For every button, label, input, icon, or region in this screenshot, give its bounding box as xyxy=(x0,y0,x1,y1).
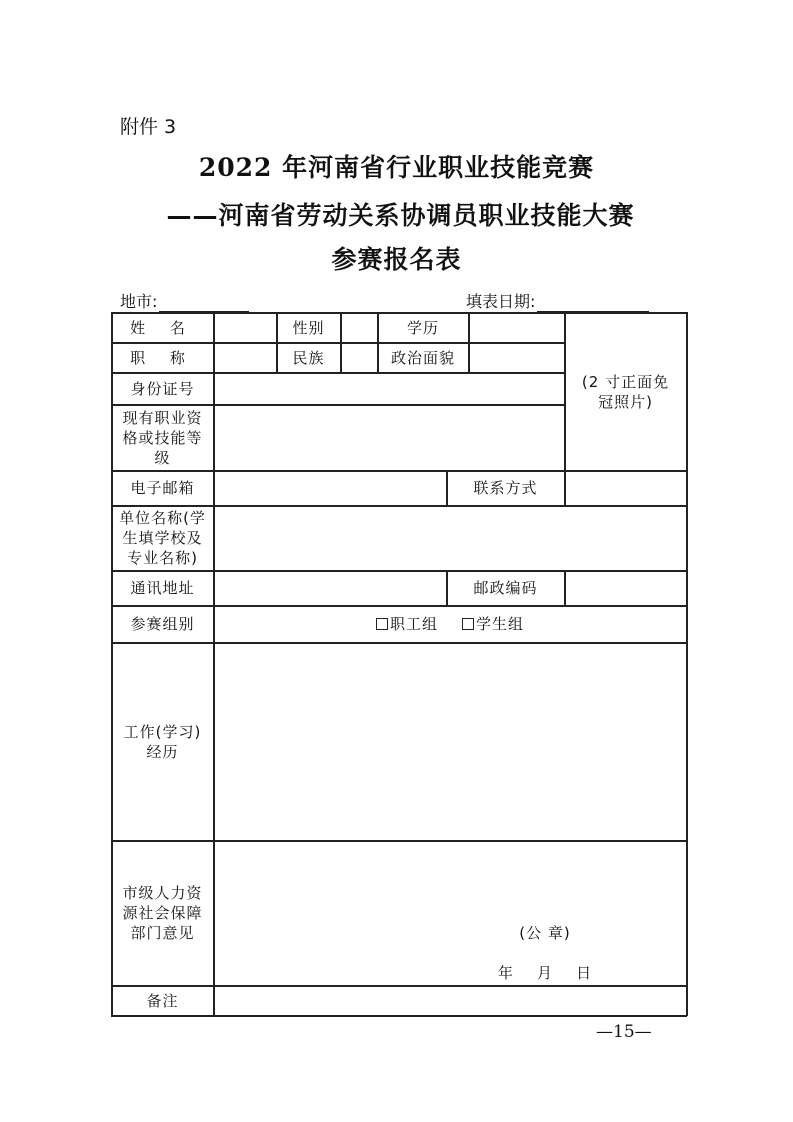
rule xyxy=(686,312,688,1016)
opinion-field[interactable] xyxy=(214,841,686,985)
student-group-label: 学生组 xyxy=(476,615,525,633)
label-experience: 工作(学习)经历 xyxy=(123,722,202,761)
address-field[interactable] xyxy=(214,571,446,605)
label-title: 职 称 xyxy=(130,348,195,367)
contact-field[interactable] xyxy=(565,471,686,505)
student-group-option[interactable] xyxy=(462,614,524,634)
seal-label: (公 章) xyxy=(519,924,571,942)
political-status-field[interactable] xyxy=(469,343,564,372)
group-options xyxy=(214,606,686,642)
checkbox-icon[interactable] xyxy=(462,618,474,630)
title-line-1: 2022 年河南省行业职业技能竞赛 xyxy=(198,153,595,182)
title-line-3: 参赛报名表 xyxy=(331,245,462,274)
email-field[interactable] xyxy=(214,471,446,505)
id-number-field[interactable] xyxy=(214,373,564,404)
label-contact: 联系方式 xyxy=(473,479,538,497)
name-field[interactable] xyxy=(214,313,276,342)
fill-date-label: 填表日期: xyxy=(466,292,536,311)
title-field[interactable] xyxy=(214,343,276,372)
postcode-field[interactable] xyxy=(565,571,686,605)
rule xyxy=(111,1015,687,1017)
worker-group-label: 职工组 xyxy=(389,615,438,633)
label-unit: 单位名称(学生填学校及专业名称) xyxy=(119,509,206,567)
photo-placeholder[interactable]: (2 寸正面免冠照片) xyxy=(581,372,670,411)
annex-label: 附件 3 xyxy=(120,116,177,138)
unit-field[interactable] xyxy=(214,506,686,570)
label-qualification: 现有职业资格或技能等级 xyxy=(122,408,203,467)
remarks-field[interactable] xyxy=(214,986,686,1015)
date-ymd-label: 年 月 日 xyxy=(497,964,593,982)
gender-field[interactable] xyxy=(341,313,377,342)
label-address: 通讯地址 xyxy=(130,579,195,597)
qualification-field[interactable] xyxy=(214,405,564,470)
label-gender: 性别 xyxy=(292,318,325,337)
ethnicity-field[interactable] xyxy=(341,343,377,372)
label-name: 姓 名 xyxy=(130,318,195,337)
page-number: —15— xyxy=(596,1022,652,1042)
title-line-2: ——河南省劳动关系协调员职业技能大赛 xyxy=(166,201,635,230)
label-group: 参赛组别 xyxy=(130,615,195,633)
label-email: 电子邮箱 xyxy=(130,479,195,497)
label-education: 学历 xyxy=(406,318,439,337)
worker-group-option[interactable] xyxy=(376,614,438,634)
label-ethnicity: 民族 xyxy=(292,348,325,367)
education-field[interactable] xyxy=(469,313,564,342)
label-opinion: 市级人力资源社会保障部门意见 xyxy=(122,884,203,942)
label-remarks: 备注 xyxy=(146,991,179,1010)
label-id-number: 身份证号 xyxy=(130,379,195,398)
city-label: 地市: xyxy=(120,292,158,311)
checkbox-icon[interactable] xyxy=(376,618,388,630)
experience-field[interactable] xyxy=(214,643,686,840)
label-political-status: 政治面貌 xyxy=(390,348,455,367)
label-postcode: 邮政编码 xyxy=(473,579,538,597)
